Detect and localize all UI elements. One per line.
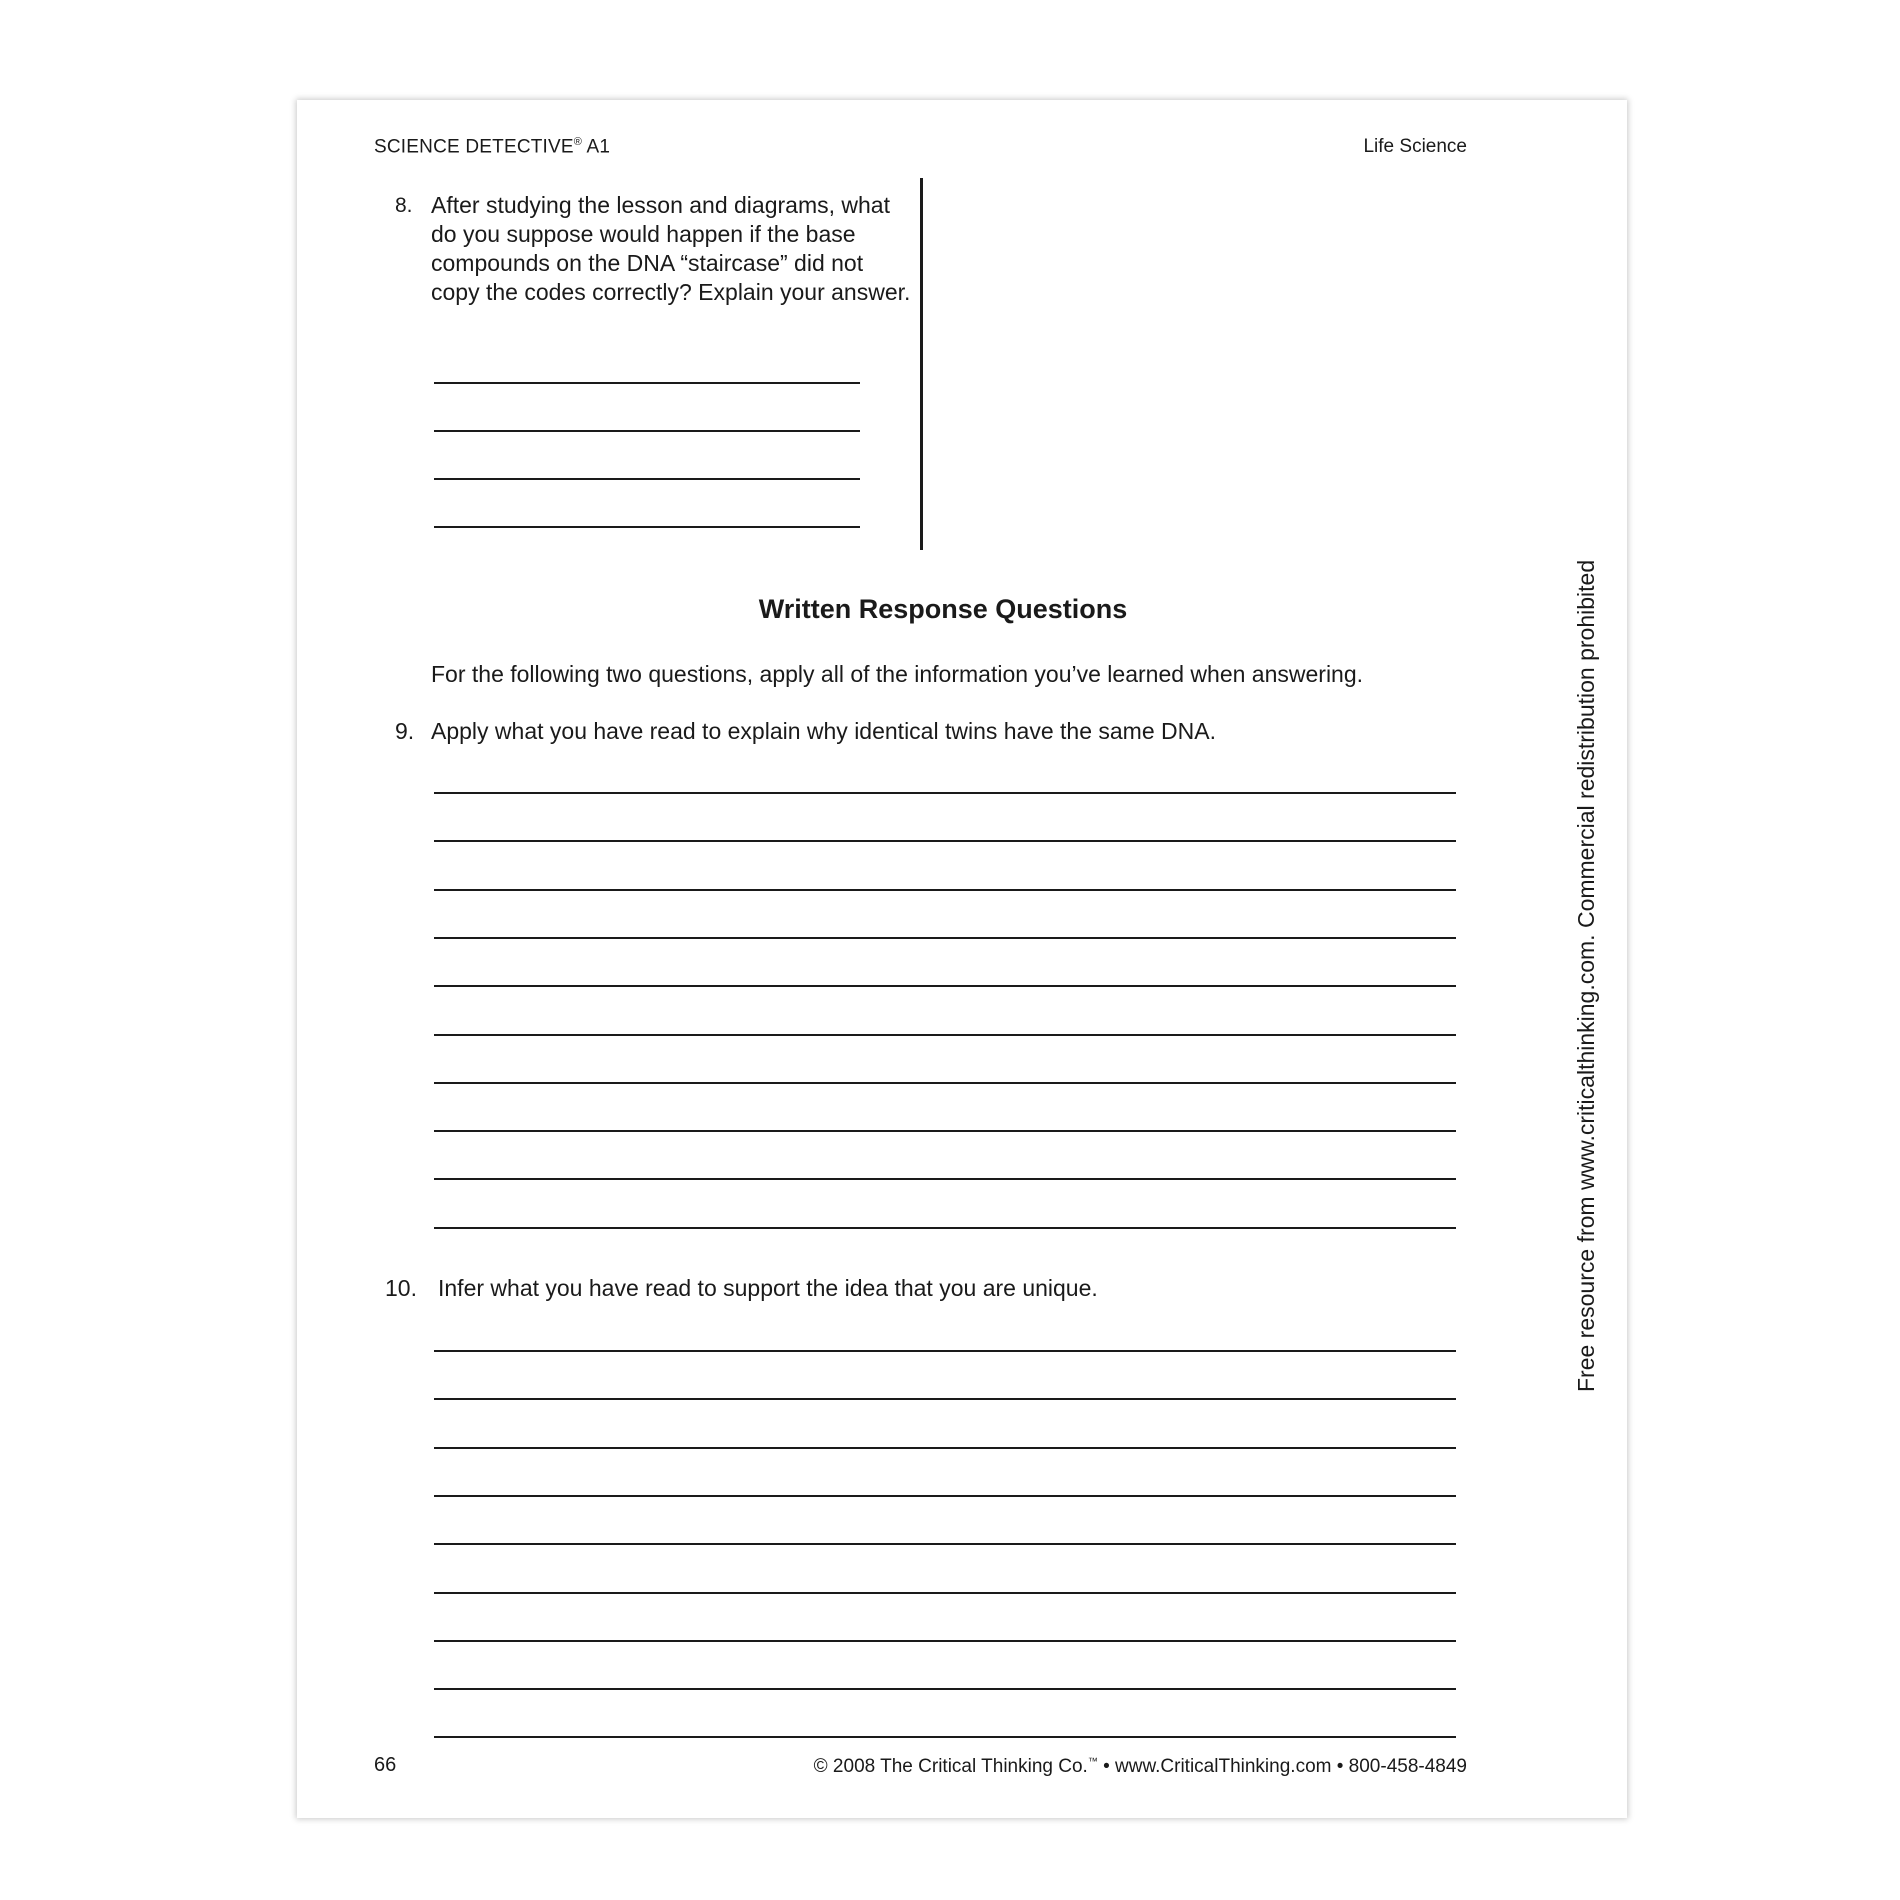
answer-line[interactable] — [434, 985, 1456, 987]
answer-line[interactable] — [434, 526, 860, 528]
answer-line[interactable] — [434, 1543, 1456, 1545]
column-divider — [920, 178, 923, 550]
question-9-text: Apply what you have read to explain why identical twins have the same DNA. — [431, 718, 1216, 744]
answer-line[interactable] — [434, 478, 860, 480]
answer-line[interactable] — [434, 1640, 1456, 1642]
answer-line[interactable] — [434, 792, 1456, 794]
page-number: 66 — [374, 1754, 397, 1776]
section-title: Written Response Questions — [758, 594, 1128, 624]
answer-line[interactable] — [434, 1034, 1456, 1036]
question-9-number: 9. — [395, 718, 415, 744]
answer-line[interactable] — [434, 1447, 1456, 1449]
section-intro: For the following two questions, apply all of the information you’ve learned when answering. — [431, 661, 1364, 687]
answer-line[interactable] — [434, 1082, 1456, 1084]
answer-line[interactable] — [434, 1227, 1456, 1229]
answer-line[interactable] — [434, 1495, 1456, 1497]
answer-line[interactable] — [434, 937, 1456, 939]
answer-line[interactable] — [434, 1398, 1456, 1400]
question-10-number: 10. — [385, 1275, 417, 1301]
header-subject: Life Science — [1363, 136, 1467, 157]
answer-line[interactable] — [434, 1736, 1456, 1738]
answer-line[interactable] — [434, 1130, 1456, 1132]
answer-line[interactable] — [434, 1592, 1456, 1594]
answer-line[interactable] — [434, 1178, 1456, 1180]
answer-line[interactable] — [434, 1688, 1456, 1690]
question-10-text: Infer what you have read to support the idea that you are unique. — [438, 1275, 1098, 1301]
redistribution-notice: Free resource from www.criticalthinking.com. Commercial redistribution prohibited — [1573, 559, 1599, 1392]
answer-line[interactable] — [434, 382, 860, 384]
question-8-number: 8. — [395, 194, 413, 217]
worksheet-page — [297, 100, 1627, 1818]
footer-copyright: © 2008 The Critical Thinking Co.™ • www.CriticalThinking.com • 800-458-4849 — [813, 1756, 1467, 1777]
answer-line[interactable] — [434, 1350, 1456, 1352]
header-book-title: SCIENCE DETECTIVE® A1 — [374, 136, 611, 158]
question-8-text: After studying the lesson and diagrams, what do you suppose would happen if the base compounds on the DNA “staircase” did not copy the codes correctly? Explain your answer. — [431, 192, 911, 305]
answer-line[interactable] — [434, 430, 860, 432]
answer-line[interactable] — [434, 840, 1456, 842]
answer-line[interactable] — [434, 889, 1456, 891]
